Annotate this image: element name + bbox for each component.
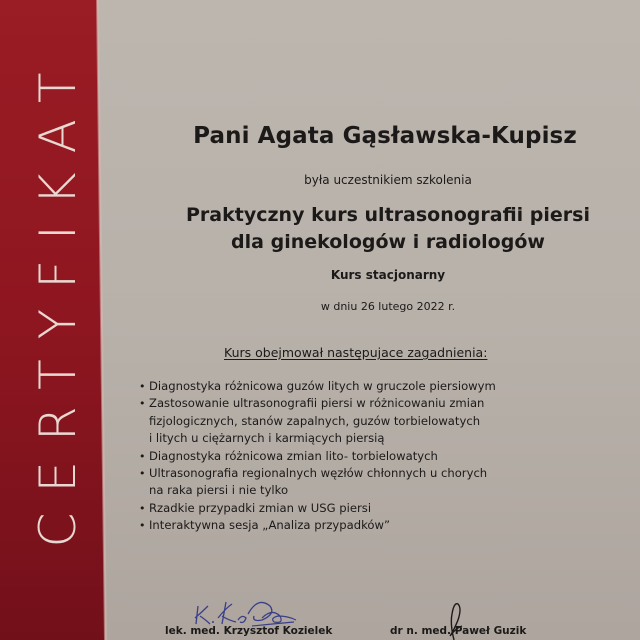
certificate-content [110, 0, 640, 640]
recipient-name: Pani Agata Gąsławska-Kupisz [193, 123, 577, 149]
topic-line: na raka piersi i nie tylko [149, 483, 289, 498]
topic-line: • Ultrasonografia regionalnych węzłów chłonnych u chorych [149, 466, 488, 481]
course-title-line-2: dla ginekologów i radiologów [231, 231, 545, 253]
certificate-vertical-title: CERTYFIKAT [29, 52, 87, 548]
topic-item [139, 395, 539, 447]
signature-right-name: dr n. med. Paweł Guzik [390, 625, 527, 637]
topic-line: • Rzadkie przypadki zmian w USG piersi [149, 500, 372, 515]
topic-line: • Interaktywna sesja „Analiza przypadków” [149, 518, 390, 533]
signatures-area [110, 590, 640, 640]
course-date: w dniu 26 lutego 2022 r. [320, 300, 456, 313]
topic-line: • Diagnostyka różnicowa guzów litych w gruczole piersiowym [149, 379, 496, 393]
topic-line: • Zastosowanie ultrasonografii piersi w różnicowaniu zmian [149, 396, 485, 411]
signature-left-name: lek. med. Krzysztof Kozielek [165, 625, 333, 637]
topic-item [139, 465, 539, 500]
topic-item [139, 517, 539, 534]
participant-text: była uczestnikiem szkolenia [304, 173, 472, 187]
course-type: Kurs stacjonarny [330, 268, 446, 282]
course-title-line-1: Praktyczny kurs ultrasonografii piersi [186, 204, 590, 226]
topic-item [139, 448, 539, 465]
topic-line: fizjologicznych, stanów zapalnych, guzów torbielowatych [149, 413, 481, 428]
topic-item [139, 378, 539, 395]
course-title [110, 202, 640, 256]
topic-line: • Diagnostyka różnicowa zmian lito- torbielowatych [149, 448, 438, 463]
topics-list [139, 378, 539, 535]
signature-left-icon [192, 594, 302, 628]
topic-line: i litych u ciężarnych i karmiących piersią [149, 431, 385, 446]
topic-item [139, 500, 539, 517]
topics-heading: Kurs obejmował następujace zagadnienia: [224, 345, 488, 360]
